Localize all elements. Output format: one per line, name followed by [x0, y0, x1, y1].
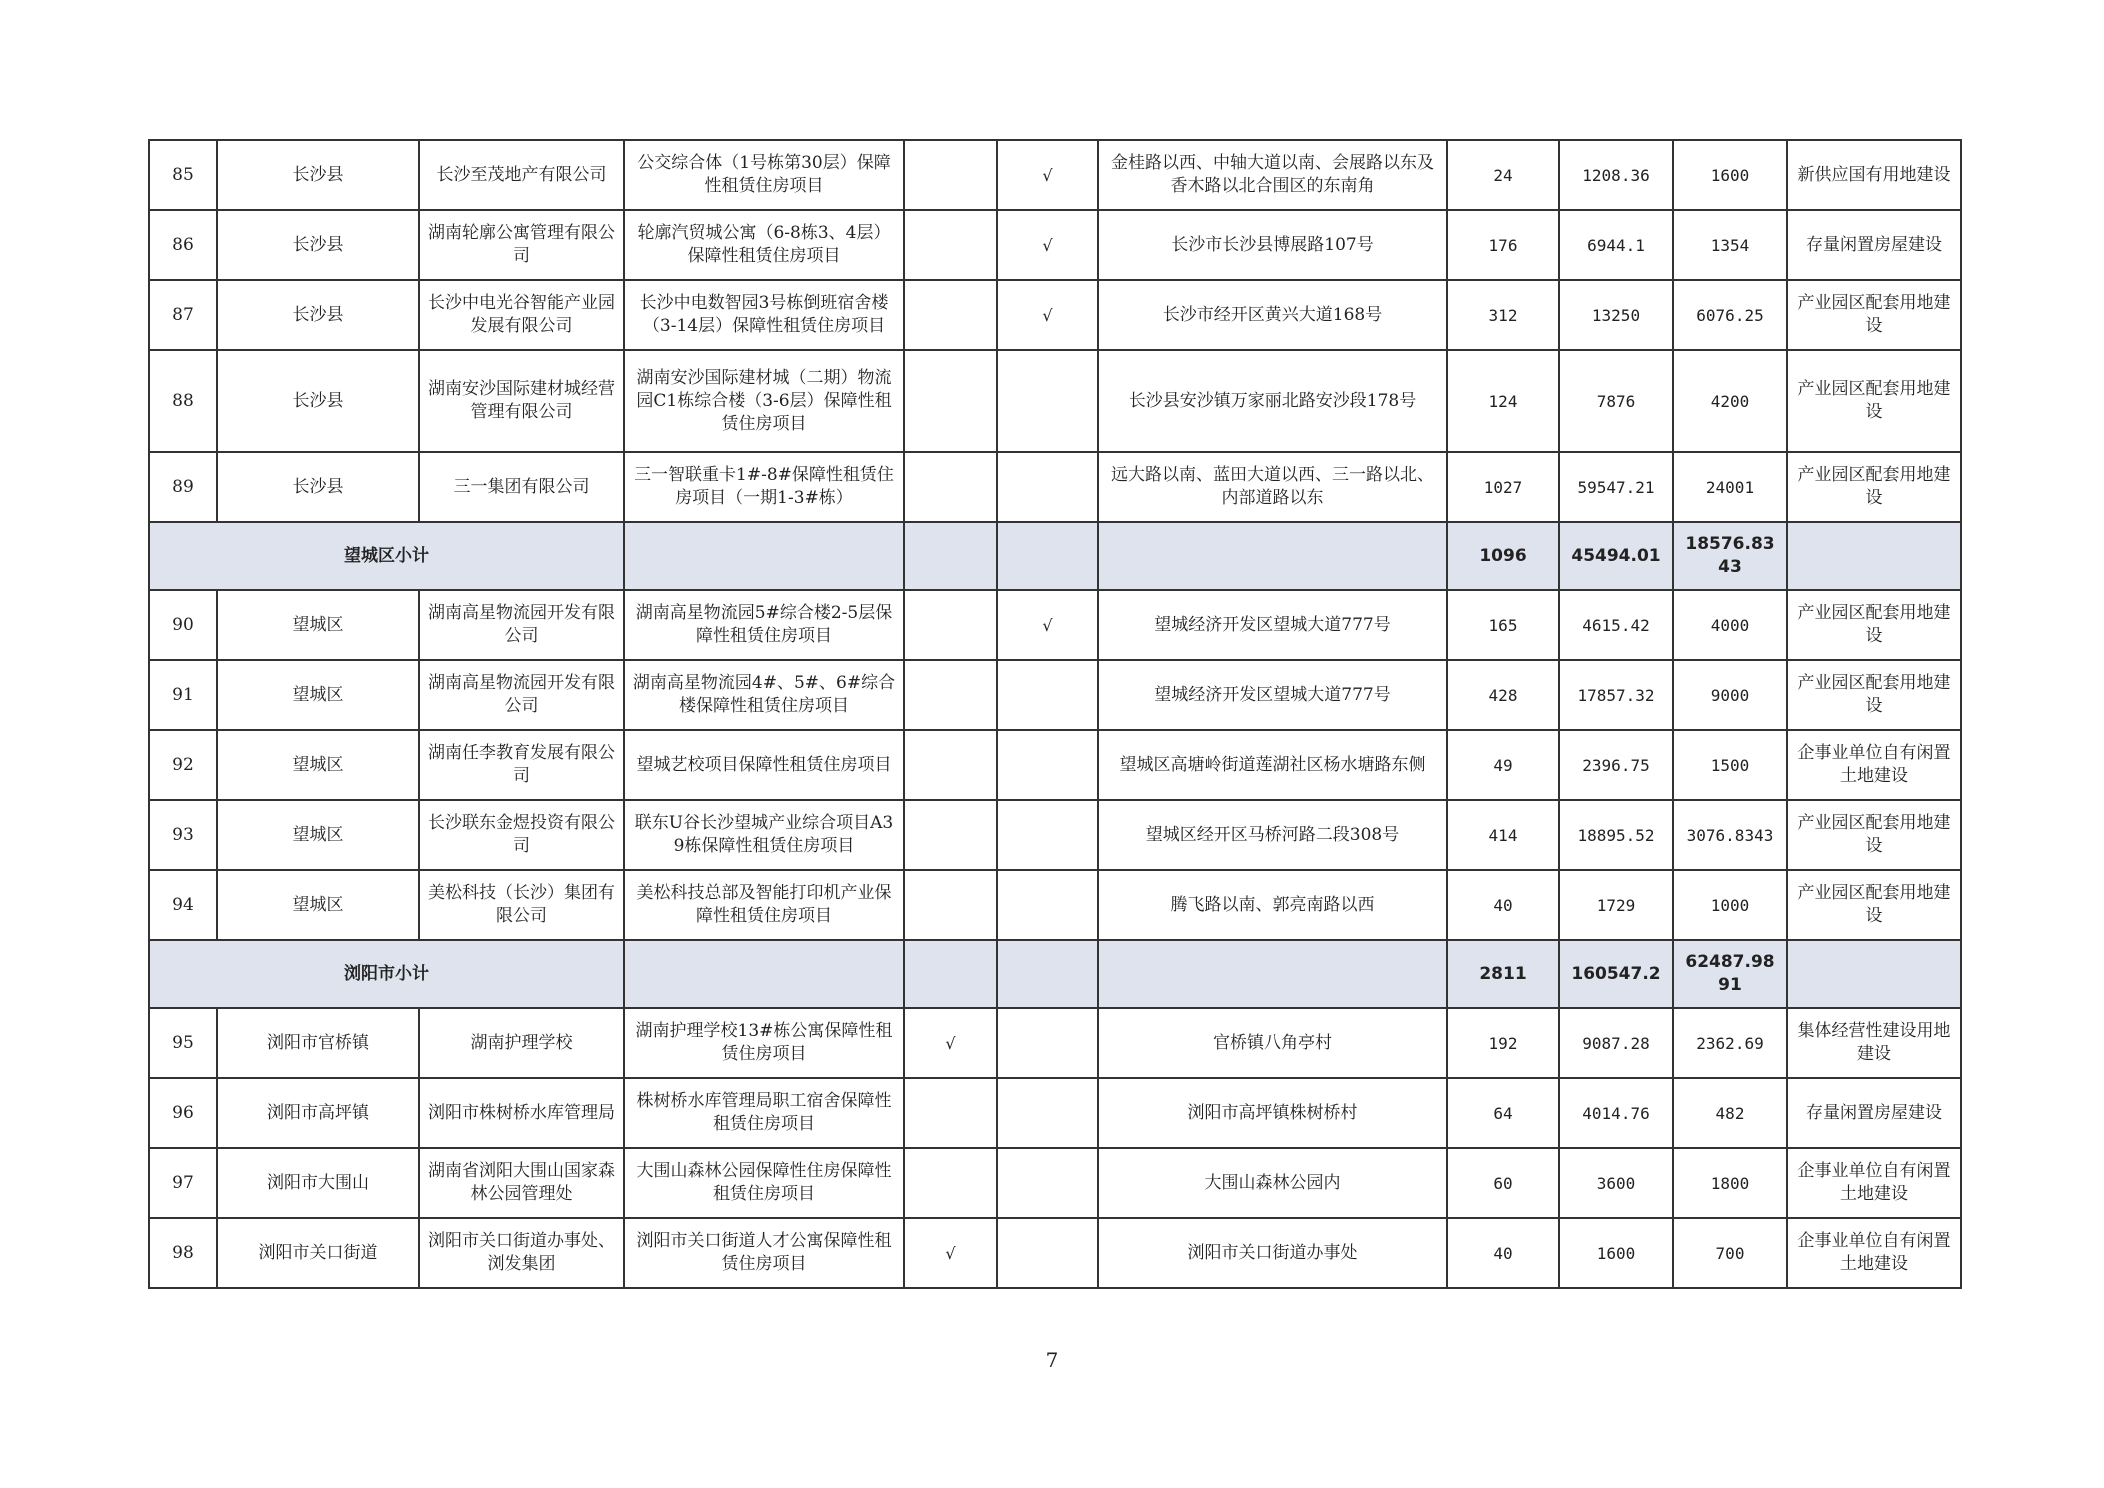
address-cell: 浏阳市高坪镇株树桥村	[1098, 1078, 1447, 1148]
subtotal-land: 18576.8343	[1673, 522, 1787, 590]
check-cell-2	[997, 452, 1098, 522]
row-number: 94	[149, 870, 217, 940]
district-cell: 长沙县	[217, 350, 419, 452]
district-cell: 望城区	[217, 660, 419, 730]
units-cell: 192	[1447, 1008, 1559, 1078]
company-cell: 浏阳市株树桥水库管理局	[419, 1078, 624, 1148]
subtotal-units: 1096	[1447, 522, 1559, 590]
address-cell: 长沙市经开区黄兴大道168号	[1098, 280, 1447, 350]
subtotal-area: 45494.01	[1559, 522, 1673, 590]
empty-cell	[997, 522, 1098, 590]
table-row	[149, 590, 1961, 660]
check-cell-2	[997, 1078, 1098, 1148]
project-cell: 湖南护理学校13#栋公寓保障性租赁住房项目	[624, 1008, 904, 1078]
table-row	[149, 140, 1961, 210]
district-cell: 长沙县	[217, 140, 419, 210]
district-cell: 浏阳市高坪镇	[217, 1078, 419, 1148]
page-number: 7	[1045, 1348, 1059, 1372]
district-cell: 长沙县	[217, 210, 419, 280]
land-cell: 24001	[1673, 452, 1787, 522]
address-cell: 望城经济开发区望城大道777号	[1098, 660, 1447, 730]
company-cell: 湖南护理学校	[419, 1008, 624, 1078]
units-cell: 312	[1447, 280, 1559, 350]
area-cell: 2396.75	[1559, 730, 1673, 800]
type-cell: 产业园区配套用地建设	[1787, 800, 1961, 870]
project-cell: 联东U谷长沙望城产业综合项目A39栋保障性租赁住房项目	[624, 800, 904, 870]
project-cell: 长沙中电数智园3号栋倒班宿舍楼（3-14层）保障性租赁住房项目	[624, 280, 904, 350]
project-cell: 湖南高星物流园5#综合楼2-5层保障性租赁住房项目	[624, 590, 904, 660]
check-cell-2: √	[997, 210, 1098, 280]
area-cell: 4014.76	[1559, 1078, 1673, 1148]
address-cell: 腾飞路以南、郭亮南路以西	[1098, 870, 1447, 940]
check-cell-2: √	[997, 280, 1098, 350]
address-cell: 望城区高塘岭街道莲湖社区杨水塘路东侧	[1098, 730, 1447, 800]
check-cell-1	[904, 730, 997, 800]
area-cell: 1208.36	[1559, 140, 1673, 210]
land-cell: 1800	[1673, 1148, 1787, 1218]
project-cell: 湖南高星物流园4#、5#、6#综合楼保障性租赁住房项目	[624, 660, 904, 730]
type-cell: 集体经营性建设用地建设	[1787, 1008, 1961, 1078]
company-cell: 湖南省浏阳大围山国家森林公园管理处	[419, 1148, 624, 1218]
project-cell: 公交综合体（1号栋第30层）保障性租赁住房项目	[624, 140, 904, 210]
empty-cell	[904, 940, 997, 1008]
land-cell: 3076.8343	[1673, 800, 1787, 870]
project-cell: 美松科技总部及智能打印机产业保障性租赁住房项目	[624, 870, 904, 940]
units-cell: 24	[1447, 140, 1559, 210]
company-cell: 长沙至茂地产有限公司	[419, 140, 624, 210]
address-cell: 官桥镇八角亭村	[1098, 1008, 1447, 1078]
units-cell: 60	[1447, 1148, 1559, 1218]
type-cell: 存量闲置房屋建设	[1787, 210, 1961, 280]
subtotal-units: 2811	[1447, 940, 1559, 1008]
row-number: 98	[149, 1218, 217, 1288]
type-cell: 新供应国有用地建设	[1787, 140, 1961, 210]
district-cell: 望城区	[217, 730, 419, 800]
type-cell: 企事业单位自有闲置土地建设	[1787, 1218, 1961, 1288]
area-cell: 4615.42	[1559, 590, 1673, 660]
type-cell: 产业园区配套用地建设	[1787, 280, 1961, 350]
project-cell: 大围山森林公园保障性住房保障性租赁住房项目	[624, 1148, 904, 1218]
table-row	[149, 1008, 1961, 1078]
company-cell: 湖南高星物流园开发有限公司	[419, 660, 624, 730]
address-cell: 望城区经开区马桥河路二段308号	[1098, 800, 1447, 870]
check-cell-1	[904, 140, 997, 210]
project-cell: 浏阳市关口街道人才公寓保障性租赁住房项目	[624, 1218, 904, 1288]
row-number: 97	[149, 1148, 217, 1218]
address-cell: 长沙县安沙镇万家丽北路安沙段178号	[1098, 350, 1447, 452]
project-cell: 望城艺校项目保障性租赁住房项目	[624, 730, 904, 800]
land-cell: 1354	[1673, 210, 1787, 280]
area-cell: 1729	[1559, 870, 1673, 940]
row-number: 87	[149, 280, 217, 350]
empty-cell	[1098, 940, 1447, 1008]
housing-project-table	[148, 139, 1962, 1289]
type-cell: 存量闲置房屋建设	[1787, 1078, 1961, 1148]
empty-cell	[624, 522, 904, 590]
check-cell-1	[904, 452, 997, 522]
units-cell: 1027	[1447, 452, 1559, 522]
district-cell: 浏阳市大围山	[217, 1148, 419, 1218]
units-cell: 40	[1447, 1218, 1559, 1288]
units-cell: 165	[1447, 590, 1559, 660]
project-cell: 轮廓汽贸城公寓（6-8栋3、4层）保障性租赁住房项目	[624, 210, 904, 280]
empty-cell	[1098, 522, 1447, 590]
district-cell: 望城区	[217, 800, 419, 870]
table-row	[149, 452, 1961, 522]
check-cell-1	[904, 800, 997, 870]
table-row	[149, 730, 1961, 800]
check-cell-2: √	[997, 140, 1098, 210]
type-cell: 产业园区配套用地建设	[1787, 590, 1961, 660]
check-cell-1	[904, 590, 997, 660]
type-cell: 企事业单位自有闲置土地建设	[1787, 730, 1961, 800]
check-cell-2	[997, 800, 1098, 870]
project-cell: 株树桥水库管理局职工宿舍保障性租赁住房项目	[624, 1078, 904, 1148]
row-number: 88	[149, 350, 217, 452]
district-cell: 望城区	[217, 590, 419, 660]
row-number: 89	[149, 452, 217, 522]
row-number: 96	[149, 1078, 217, 1148]
land-cell: 6076.25	[1673, 280, 1787, 350]
check-cell-1	[904, 660, 997, 730]
area-cell: 9087.28	[1559, 1008, 1673, 1078]
row-number: 91	[149, 660, 217, 730]
type-cell: 企事业单位自有闲置土地建设	[1787, 1148, 1961, 1218]
address-cell: 长沙市长沙县博展路107号	[1098, 210, 1447, 280]
type-cell: 产业园区配套用地建设	[1787, 452, 1961, 522]
address-cell: 金桂路以西、中轴大道以南、会展路以东及香木路以北合围区的东南角	[1098, 140, 1447, 210]
table-row	[149, 210, 1961, 280]
table-row	[149, 1078, 1961, 1148]
company-cell: 湖南安沙国际建材城经营管理有限公司	[419, 350, 624, 452]
subtotal-area: 160547.2	[1559, 940, 1673, 1008]
land-cell: 4200	[1673, 350, 1787, 452]
check-cell-2: √	[997, 590, 1098, 660]
units-cell: 124	[1447, 350, 1559, 452]
address-cell: 大围山森林公园内	[1098, 1148, 1447, 1218]
units-cell: 49	[1447, 730, 1559, 800]
company-cell: 三一集团有限公司	[419, 452, 624, 522]
check-cell-1	[904, 210, 997, 280]
table-row	[149, 1218, 1961, 1288]
row-number: 92	[149, 730, 217, 800]
row-number: 95	[149, 1008, 217, 1078]
row-number: 90	[149, 590, 217, 660]
company-cell: 长沙联东金煜投资有限公司	[419, 800, 624, 870]
type-cell: 产业园区配套用地建设	[1787, 660, 1961, 730]
address-cell: 浏阳市关口街道办事处	[1098, 1218, 1447, 1288]
company-cell: 湖南任李教育发展有限公司	[419, 730, 624, 800]
land-cell: 4000	[1673, 590, 1787, 660]
company-cell: 湖南高星物流园开发有限公司	[419, 590, 624, 660]
check-cell-1	[904, 870, 997, 940]
check-cell-1: √	[904, 1008, 997, 1078]
land-cell: 482	[1673, 1078, 1787, 1148]
empty-cell	[1787, 940, 1961, 1008]
subtotal-label: 望城区小计	[149, 522, 624, 590]
housing-project-table-sheet	[148, 139, 1960, 1289]
table-row	[149, 800, 1961, 870]
land-cell: 700	[1673, 1218, 1787, 1288]
district-cell: 浏阳市官桥镇	[217, 1008, 419, 1078]
check-cell-2	[997, 730, 1098, 800]
subtotal-label: 浏阳市小计	[149, 940, 624, 1008]
area-cell: 1600	[1559, 1218, 1673, 1288]
check-cell-2	[997, 660, 1098, 730]
address-cell: 望城经济开发区望城大道777号	[1098, 590, 1447, 660]
units-cell: 428	[1447, 660, 1559, 730]
area-cell: 7876	[1559, 350, 1673, 452]
type-cell: 产业园区配套用地建设	[1787, 870, 1961, 940]
company-cell: 浏阳市关口街道办事处、浏发集团	[419, 1218, 624, 1288]
check-cell-1	[904, 1148, 997, 1218]
company-cell: 湖南轮廓公寓管理有限公司	[419, 210, 624, 280]
area-cell: 59547.21	[1559, 452, 1673, 522]
land-cell: 1500	[1673, 730, 1787, 800]
area-cell: 6944.1	[1559, 210, 1673, 280]
row-number: 86	[149, 210, 217, 280]
check-cell-1	[904, 1078, 997, 1148]
units-cell: 64	[1447, 1078, 1559, 1148]
row-number: 85	[149, 140, 217, 210]
district-cell: 长沙县	[217, 280, 419, 350]
company-cell: 美松科技（长沙）集团有限公司	[419, 870, 624, 940]
check-cell-2	[997, 350, 1098, 452]
table-row	[149, 350, 1961, 452]
empty-cell	[624, 940, 904, 1008]
subtotal-row-wangcheng	[149, 522, 1961, 590]
type-cell: 产业园区配套用地建设	[1787, 350, 1961, 452]
project-cell: 湖南安沙国际建材城（二期）物流园C1栋综合楼（3-6层）保障性租赁住房项目	[624, 350, 904, 452]
area-cell: 18895.52	[1559, 800, 1673, 870]
district-cell: 长沙县	[217, 452, 419, 522]
empty-cell	[997, 940, 1098, 1008]
table-row	[149, 280, 1961, 350]
empty-cell	[904, 522, 997, 590]
area-cell: 13250	[1559, 280, 1673, 350]
district-cell: 望城区	[217, 870, 419, 940]
subtotal-land: 62487.9891	[1673, 940, 1787, 1008]
land-cell: 1000	[1673, 870, 1787, 940]
project-cell: 三一智联重卡1#-8#保障性租赁住房项目（一期1-3#栋）	[624, 452, 904, 522]
check-cell-2	[997, 1148, 1098, 1218]
units-cell: 40	[1447, 870, 1559, 940]
table-row	[149, 660, 1961, 730]
land-cell: 1600	[1673, 140, 1787, 210]
check-cell-1	[904, 350, 997, 452]
units-cell: 176	[1447, 210, 1559, 280]
land-cell: 9000	[1673, 660, 1787, 730]
table-row	[149, 1148, 1961, 1218]
units-cell: 414	[1447, 800, 1559, 870]
area-cell: 17857.32	[1559, 660, 1673, 730]
subtotal-row-liuyang	[149, 940, 1961, 1008]
check-cell-1	[904, 280, 997, 350]
land-cell: 2362.69	[1673, 1008, 1787, 1078]
company-cell: 长沙中电光谷智能产业园发展有限公司	[419, 280, 624, 350]
table-row	[149, 870, 1961, 940]
area-cell: 3600	[1559, 1148, 1673, 1218]
check-cell-1: √	[904, 1218, 997, 1288]
check-cell-2	[997, 1218, 1098, 1288]
check-cell-2	[997, 1008, 1098, 1078]
row-number: 93	[149, 800, 217, 870]
check-cell-2	[997, 870, 1098, 940]
address-cell: 远大路以南、蓝田大道以西、三一路以北、内部道路以东	[1098, 452, 1447, 522]
empty-cell	[1787, 522, 1961, 590]
district-cell: 浏阳市关口街道	[217, 1218, 419, 1288]
